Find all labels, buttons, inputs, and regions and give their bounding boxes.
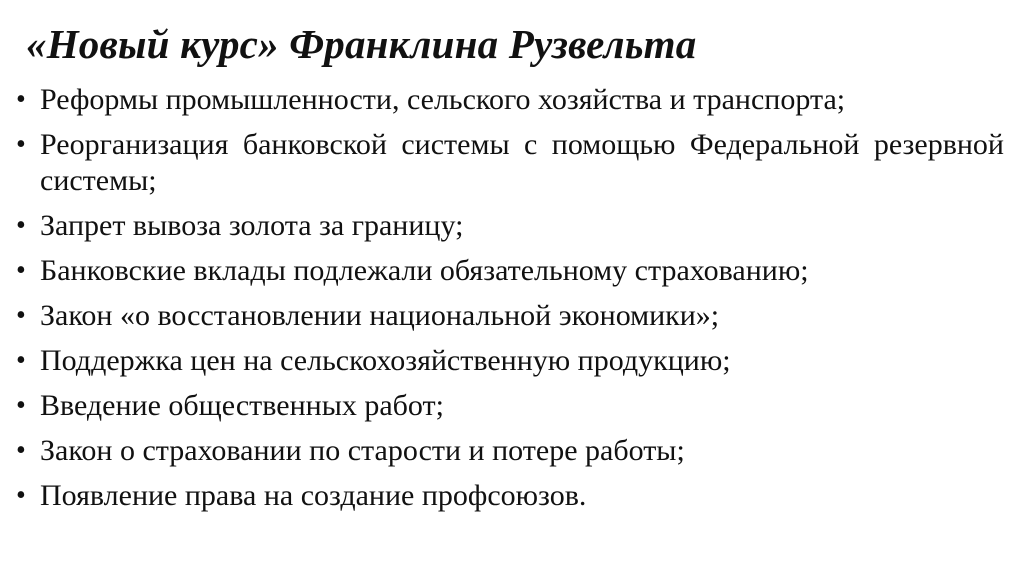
bullet-icon: •: [16, 210, 26, 241]
bullet-text: Появление права на создание профсоюзов.: [40, 479, 587, 512]
bullet-icon: •: [16, 345, 26, 376]
bullet-item: [16, 208, 1004, 244]
bullet-text: Реорганизация банковской системы с помощью Федеральной резервной системы;: [40, 128, 1004, 197]
slide-title: «Новый курс» Франклина Рузвельта: [26, 21, 697, 67]
bullet-icon: •: [16, 255, 26, 286]
bullet-list: [16, 82, 1004, 523]
bullet-text: Введение общественных работ;: [40, 389, 444, 422]
bullet-text: Закон «о восстановлении национальной экономики»;: [40, 299, 720, 332]
bullet-text: Банковские вклады подлежали обязательному страхованию;: [40, 254, 809, 287]
bullet-item: [16, 433, 1004, 469]
bullet-item: [16, 478, 1004, 514]
bullet-icon: •: [16, 129, 26, 160]
bullet-text: Закон о страховании по старости и потере работы;: [40, 434, 685, 467]
bullet-item: [16, 82, 1004, 118]
bullet-icon: •: [16, 480, 26, 511]
bullet-item: [16, 127, 1004, 199]
bullet-text: Запрет вывоза золота за границу;: [40, 209, 464, 242]
bullet-item: [16, 253, 1004, 289]
bullet-icon: •: [16, 435, 26, 466]
bullet-item: [16, 298, 1004, 334]
bullet-icon: •: [16, 84, 26, 115]
bullet-icon: •: [16, 390, 26, 421]
bullet-item: [16, 388, 1004, 424]
bullet-item: [16, 343, 1004, 379]
bullet-icon: •: [16, 300, 26, 331]
bullet-text: Поддержка цен на сельскохозяйственную продукцию;: [40, 344, 731, 377]
bullet-text: Реформы промышленности, сельского хозяйства и транспорта;: [40, 83, 846, 116]
